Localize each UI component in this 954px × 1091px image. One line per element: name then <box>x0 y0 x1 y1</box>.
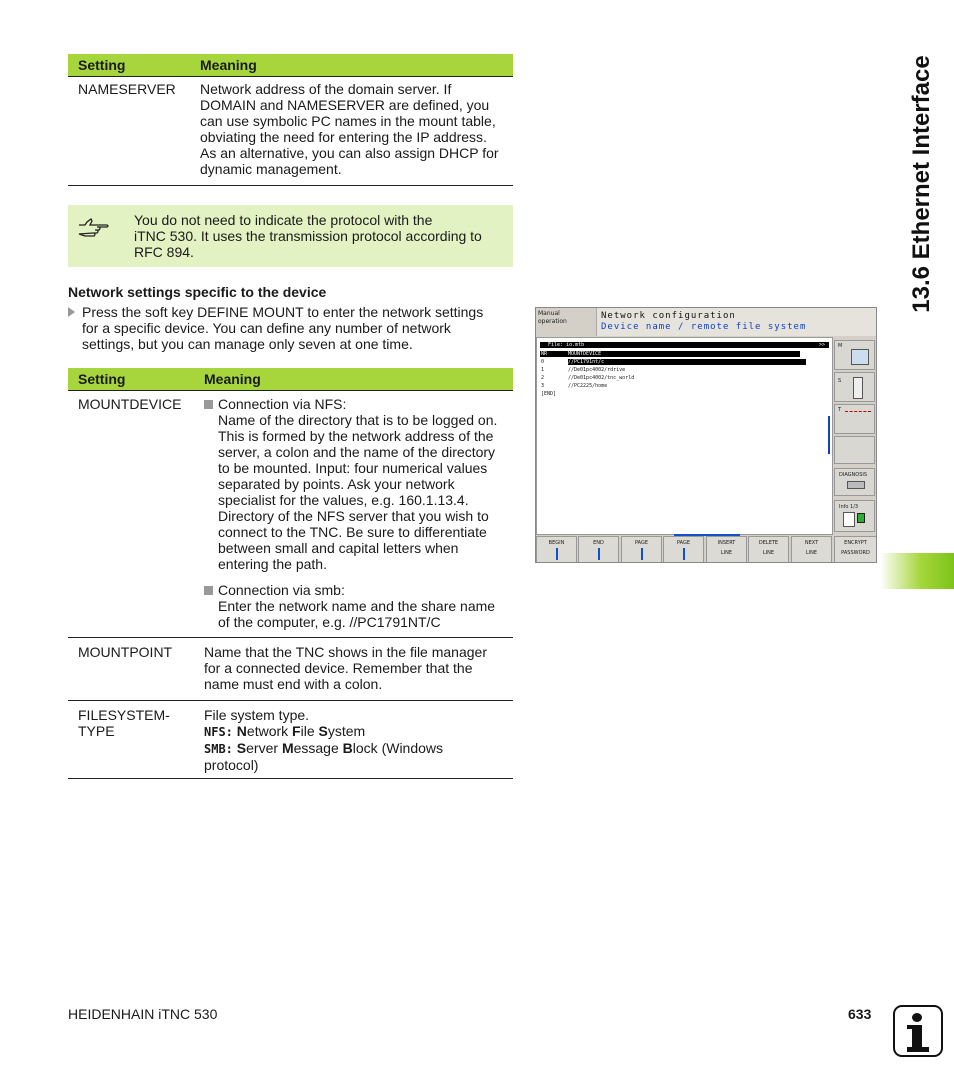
softkey-end[interactable]: END <box>578 536 619 563</box>
side-button-info[interactable]: Info 1/3 <box>834 500 875 532</box>
header-meaning: Meaning <box>200 57 257 73</box>
setting-mountdevice: MOUNTDEVICE <box>78 396 182 412</box>
info-green-icon <box>857 513 865 523</box>
file-bar: File: io.mtb >> <box>540 342 829 348</box>
header-setting: Setting <box>78 371 126 387</box>
table-header-row: NR MOUNTDEVICE <box>540 351 800 357</box>
note-box <box>68 205 513 267</box>
info-page-icon <box>843 512 855 527</box>
table1-header <box>68 54 513 77</box>
softkey-page-up[interactable]: PAGE <box>621 536 662 563</box>
setting-mountpoint: MOUNTPOINT <box>78 644 173 660</box>
table2-rule-1 <box>68 637 513 638</box>
table-row-2[interactable]: 2 //De01pc4002/tnc_world <box>541 375 635 381</box>
filesystem-description: File system type. NFS: Network File System SMB: Server Message Block (Windows protocol) <box>204 707 444 773</box>
pointing-hand-icon <box>77 217 111 239</box>
page-number: 633 <box>848 1006 872 1022</box>
table2-rule-2 <box>68 700 513 701</box>
side-button-s[interactable]: S <box>834 372 875 402</box>
softkey-next-line[interactable]: NEXT LINE <box>791 536 832 563</box>
chapter-tab <box>880 553 954 589</box>
screen-title-bar: Network configuration Device name / remote file system <box>596 308 877 336</box>
setting-nameserver: NAMESERVER <box>78 81 176 97</box>
softkey-delete-line[interactable]: DELETE LINE <box>748 536 789 563</box>
side-button-m[interactable]: M <box>834 340 875 370</box>
side-button-blank[interactable] <box>834 436 875 464</box>
bullet-square-icon <box>204 400 213 409</box>
tnc-screenshot <box>535 307 877 563</box>
section-bullet-text: Press the soft key DEFINE MOUNT to enter the network settings for a specific device. You can define any number of network settings, but you can manage only seven at one time. <box>82 304 484 352</box>
arrow-down-icon <box>683 548 685 560</box>
table-end-row: [END] <box>541 391 557 397</box>
arrow-up-icon <box>641 548 643 560</box>
diagnosis-icon <box>847 481 865 489</box>
softkey-begin[interactable]: BEGIN <box>536 536 577 563</box>
scrollbar-indicator[interactable] <box>828 416 830 454</box>
chapter-title: 13.6 Ethernet Interface <box>908 55 935 313</box>
table-row-0[interactable]: 0 //PC1791nt/c <box>540 359 806 365</box>
machine-icon <box>851 349 869 365</box>
mountpoint-description: Name that the TNC shows in the file manager for a connected device. Remember that the name must end with a colon. <box>204 644 487 692</box>
table2-header <box>68 368 513 391</box>
side-button-t[interactable]: T <box>834 404 875 434</box>
mountdevice-smb: Connection via smb: Enter the network name and the share name of the computer, e.g. //PC1791NT/C <box>204 582 509 630</box>
side-button-diagnosis[interactable]: DIAGNOSIS <box>834 468 875 496</box>
table-row-1[interactable]: 1 //De01pc4002/rdrive <box>541 367 626 373</box>
tool-icon <box>845 411 871 425</box>
table-row-3[interactable]: 3 //PC2225/home <box>541 383 608 389</box>
table2-bottom-rule <box>68 778 513 779</box>
note-text: You do not need to indicate the protocol with the iTNC 530. It uses the transmission protocol according to RFC 894. <box>134 212 482 260</box>
header-meaning: Meaning <box>204 371 261 387</box>
arrow-down-icon <box>598 548 600 560</box>
arrow-up-icon <box>556 548 558 560</box>
softkey-page-down[interactable]: PAGE <box>663 536 704 563</box>
header-setting: Setting <box>78 57 126 73</box>
table1-bottom-rule <box>68 185 513 186</box>
bullet-square-icon <box>204 586 213 595</box>
mode-panel: Manual operation <box>538 310 567 325</box>
info-icon <box>893 1005 943 1057</box>
setting-filesystem-type: FILESYSTEM- TYPE <box>78 707 170 739</box>
softkey-insert-line[interactable]: INSERT LINE <box>706 536 747 563</box>
mountdevice-nfs: Connection via NFS: Name of the directory that is to be logged on. This is formed by the network address of the server, a colon and the name of the directory to be mounted. Input: four numerical values separated by points. Ask your network specialist for the values, e.g. 160.1.13.4. Directory of the NFS server that you wish to connect to the TNC. Be sure to differentiate between small and capital letters when entering the path. <box>204 396 509 572</box>
nameserver-description: Network address of the domain server. If DOMAIN and NAMESERVER are defined, you can use symbolic PC names in the mount table, obviating the need for entering the IP address. As an alternative, you can also assign DHCP for dynamic management. <box>200 81 499 177</box>
section-heading: Network settings specific to the device <box>68 284 327 300</box>
spindle-icon <box>853 377 863 399</box>
bullet-arrow-icon <box>68 307 75 317</box>
softkey-level-indicator <box>674 534 740 536</box>
file-table-area <box>536 337 833 535</box>
softkey-encrypt-password[interactable]: ENCRYPT PASSWORD <box>834 536 877 563</box>
footer-left: HEIDENHAIN iTNC 530 <box>68 1006 218 1022</box>
